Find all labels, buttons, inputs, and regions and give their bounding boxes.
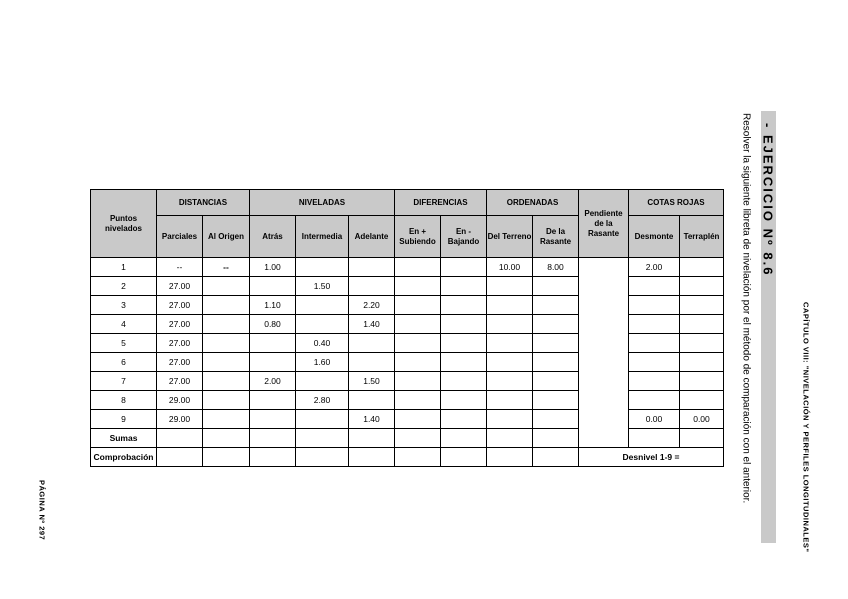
table-row [91,334,724,353]
cell-parciales: 29.00 [157,410,203,429]
cell-terraplen [680,277,724,296]
cell-desmonte [629,334,680,353]
subheader-en-bajando: En - Bajando [441,216,487,258]
cell-empty [395,448,441,467]
cell-desmonte [629,391,680,410]
table-row [91,296,724,315]
cell-punto: 2 [91,277,157,296]
cell-rasante [533,315,579,334]
cell-al-origen [203,410,250,429]
header-cotas-rojas: COTAS ROJAS [629,190,724,216]
cell-terraplen [680,391,724,410]
cell-al-origen [203,334,250,353]
cell-intermedia [296,410,349,429]
cell-terreno [487,296,533,315]
cell-al-origen [203,353,250,372]
exercise-title-bar [761,111,776,543]
cell-subiendo [395,353,441,372]
cell-terraplen [680,334,724,353]
cell-desmonte [629,315,680,334]
cell-empty [203,448,250,467]
cell-atras [250,334,296,353]
sumas-label: Sumas [91,429,157,448]
comprobacion-row [91,448,724,467]
cell-adelante [349,391,395,410]
cell-punto: 8 [91,391,157,410]
cell-empty [680,429,724,448]
cell-rasante [533,372,579,391]
cell-terreno [487,353,533,372]
cell-empty [250,448,296,467]
table-row [91,372,724,391]
cell-subiendo [395,334,441,353]
cell-punto: 6 [91,353,157,372]
cell-empty [296,429,349,448]
cell-subiendo [395,410,441,429]
cell-atras: 1.10 [250,296,296,315]
cell-subiendo [395,296,441,315]
cell-empty [296,448,349,467]
cell-bajando [441,277,487,296]
cell-rasante [533,353,579,372]
cell-punto: 3 [91,296,157,315]
cell-empty [441,448,487,467]
cell-empty [157,448,203,467]
cell-rasante [533,296,579,315]
cell-adelante: 1.40 [349,315,395,334]
cell-intermedia: 1.50 [296,277,349,296]
header-niveladas: NIVELADAS [250,190,395,216]
cell-atras [250,353,296,372]
cell-atras: 2.00 [250,372,296,391]
cell-adelante [349,334,395,353]
header-diferencias: DIFERENCIAS [395,190,487,216]
cell-desmonte [629,353,680,372]
table-row [91,315,724,334]
cell-parciales: 27.00 [157,334,203,353]
cell-adelante [349,277,395,296]
table-row [91,391,724,410]
cell-terraplen [680,258,724,277]
table-row [91,258,724,277]
cell-desmonte [629,296,680,315]
cell-terreno [487,372,533,391]
cell-bajando [441,334,487,353]
cell-atras [250,410,296,429]
table-row [91,410,724,429]
cell-terreno [487,410,533,429]
cell-empty [629,429,680,448]
desnivel-label: Desnivel 1-9 = [579,448,724,467]
header-puntos: Puntos nivelados [91,190,157,258]
cell-bajando [441,353,487,372]
cell-al-origen [203,372,250,391]
cell-intermedia [296,315,349,334]
cell-empty [157,429,203,448]
cell-empty [487,429,533,448]
subheader-adelante: Adelante [349,216,395,258]
cell-punto: 9 [91,410,157,429]
cell-desmonte: 2.00 [629,258,680,277]
cell-rasante: 8.00 [533,258,579,277]
cell-parciales: 27.00 [157,296,203,315]
cell-rasante [533,410,579,429]
cell-intermedia [296,372,349,391]
cell-intermedia [296,258,349,277]
cell-empty [533,448,579,467]
cell-rasante [533,391,579,410]
subheader-terraplen: Terraplén [680,216,724,258]
cell-atras: 1.00 [250,258,296,277]
cell-subiendo [395,391,441,410]
cell-terreno: 10.00 [487,258,533,277]
cell-desmonte [629,372,680,391]
cell-bajando [441,315,487,334]
exercise-title: - EJERCICIO Nº 8.6 [760,123,776,277]
header-ordenadas: ORDENADAS [487,190,579,216]
cell-rasante [533,277,579,296]
cell-empty [349,448,395,467]
cell-al-origen: -- [203,258,250,277]
cell-empty [395,429,441,448]
cell-parciales: 27.00 [157,353,203,372]
header-pendiente: Pendiente de la Rasante [579,190,629,258]
cell-empty [250,429,296,448]
cell-subiendo [395,315,441,334]
cell-punto: 5 [91,334,157,353]
cell-terreno [487,334,533,353]
cell-intermedia: 0.40 [296,334,349,353]
cell-parciales: -- [157,258,203,277]
cell-bajando [441,258,487,277]
cell-punto: 4 [91,315,157,334]
subheader-desmonte: Desmonte [629,216,680,258]
subheader-del-terreno: Del Terreno [487,216,533,258]
cell-terraplen: 0.00 [680,410,724,429]
cell-bajando [441,391,487,410]
cell-punto: 7 [91,372,157,391]
cell-intermedia: 2.80 [296,391,349,410]
subheader-parciales: Parciales [157,216,203,258]
cell-parciales: 27.00 [157,372,203,391]
cell-adelante [349,353,395,372]
cell-intermedia: 1.60 [296,353,349,372]
cell-empty [533,429,579,448]
cell-terraplen [680,296,724,315]
sumas-row [91,429,724,448]
subheader-de-la-rasante: De la Rasante [533,216,579,258]
cell-parciales: 27.00 [157,315,203,334]
cell-atras [250,277,296,296]
page-number: PÁGINA Nº 297 [37,480,47,541]
cell-adelante: 1.40 [349,410,395,429]
cell-adelante: 2.20 [349,296,395,315]
subheader-al-origen: Al Origen [203,216,250,258]
cell-empty [349,429,395,448]
subheader-intermedia: Intermedia [296,216,349,258]
subheader-atras: Atrás [250,216,296,258]
cell-atras: 0.80 [250,315,296,334]
cell-adelante: 1.50 [349,372,395,391]
cell-parciales: 27.00 [157,277,203,296]
cell-subiendo [395,277,441,296]
chapter-heading: CAPÍTULO VIII: "NIVELACIÓN Y PERFILES LONGITUDINALES" [801,302,811,553]
exercise-instruction: Resolver la siguiente libreta de nivelación por el método de comparación con el anterior. [740,113,752,504]
cell-subiendo [395,372,441,391]
cell-terraplen [680,372,724,391]
cell-al-origen [203,296,250,315]
cell-punto: 1 [91,258,157,277]
cell-terreno [487,277,533,296]
cell-bajando [441,296,487,315]
cell-desmonte: 0.00 [629,410,680,429]
cell-terreno [487,391,533,410]
cell-rasante [533,334,579,353]
table-row [91,353,724,372]
cell-al-origen [203,315,250,334]
cell-subiendo [395,258,441,277]
cell-desmonte [629,277,680,296]
cell-empty [441,429,487,448]
cell-al-origen [203,391,250,410]
cell-pendiente [579,258,629,448]
cell-intermedia [296,296,349,315]
header-distancias: DISTANCIAS [157,190,250,216]
cell-terreno [487,315,533,334]
cell-bajando [441,410,487,429]
leveling-notebook-table [90,189,724,467]
comprobacion-label: Comprobación [91,448,157,467]
cell-parciales: 29.00 [157,391,203,410]
cell-atras [250,391,296,410]
cell-bajando [441,372,487,391]
table-row [91,277,724,296]
cell-empty [487,448,533,467]
cell-adelante [349,258,395,277]
cell-al-origen [203,277,250,296]
cell-terraplen [680,353,724,372]
subheader-en-subiendo: En + Subiendo [395,216,441,258]
cell-terraplen [680,315,724,334]
cell-empty [203,429,250,448]
